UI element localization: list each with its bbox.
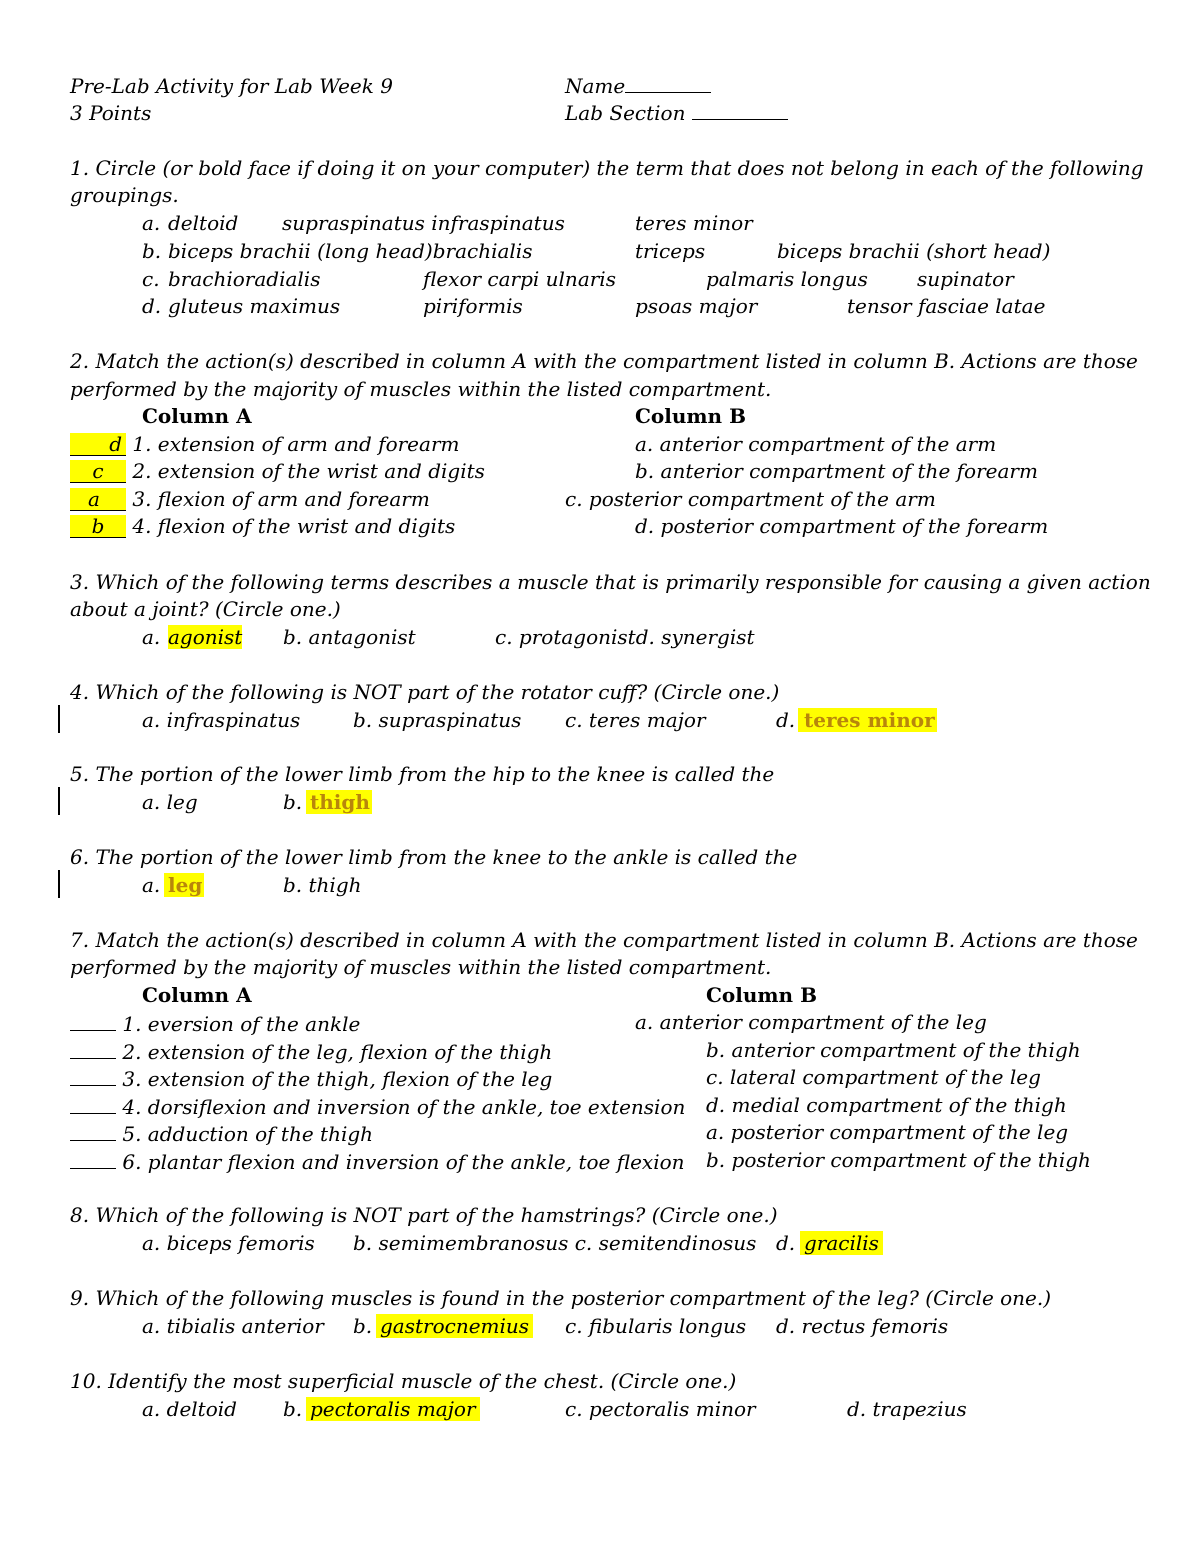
q1-option[interactable]: biceps brachii (short head): [777, 239, 1051, 263]
highlighted-answer: gastrocnemius: [376, 1314, 533, 1338]
q10-option[interactable]: d. trapezius: [847, 1397, 967, 1421]
q1-option[interactable]: piriformis: [423, 294, 523, 318]
q2-compartment: b. anterior compartment of the forearm: [635, 459, 1038, 483]
q4-option[interactable]: a. infraspinatus: [142, 708, 301, 732]
q4-prompt: 4. Which of the following is NOT part of the rotator cuff? (Circle one.): [70, 680, 780, 704]
q7-row: [70, 1010, 360, 1036]
q7-row: [70, 1120, 373, 1146]
q1-option[interactable]: teres minor: [635, 211, 753, 235]
name-label: Name: [565, 74, 626, 98]
q1-option[interactable]: triceps: [635, 239, 706, 263]
worksheet-title: Pre-Lab Activity for Lab Week 9: [70, 74, 393, 98]
points-label: 3 Points: [70, 101, 152, 125]
q1-option[interactable]: brachioradialis: [168, 267, 321, 291]
q7-action: 2. extension of the leg, flexion of the thigh: [122, 1040, 553, 1064]
q8-option[interactable]: a. biceps femoris: [142, 1231, 315, 1255]
highlighted-answer: pectoralis major: [306, 1397, 480, 1421]
q8-option[interactable]: b. semimembranosus c. semitendinosus: [353, 1231, 757, 1255]
q2-action: 1. extension of arm and forearm: [132, 432, 460, 456]
q2-row: [70, 514, 455, 538]
q7-compartment: d. medial compartment of the thigh: [706, 1093, 1067, 1117]
section-label: Lab Section: [565, 101, 686, 125]
q8-option-letter: d.: [776, 1231, 796, 1255]
revision-bar: [58, 787, 60, 815]
q7-prompt: performed by the majority of muscles within the listed compartment.: [70, 955, 772, 979]
q6-option-selected[interactable]: [164, 873, 204, 897]
q7-action: 5. adduction of the thigh: [122, 1122, 374, 1146]
q4-option[interactable]: c. teres major: [565, 708, 706, 732]
q5-prompt: 5. The portion of the lower limb from the hip to the knee is called the: [70, 762, 775, 786]
q1-option[interactable]: supraspinatus infraspinatus: [282, 211, 565, 235]
q5-option[interactable]: a. leg: [142, 790, 198, 814]
q7-compartment: b. anterior compartment of the thigh: [706, 1038, 1081, 1062]
revision-bar: [58, 870, 60, 898]
answer-blank[interactable]: a: [70, 488, 126, 511]
revision-bar: [58, 705, 60, 733]
q9-option[interactable]: d. rectus femoris: [776, 1314, 949, 1338]
highlighted-answer: thigh: [306, 790, 372, 814]
q1-prompt: 1. Circle (or bold face if doing it on your computer) the term that does not belong in each of the following: [70, 156, 1144, 180]
q2-prompt: 2. Match the action(s) described in column A with the compartment listed in column B. Actions are those: [70, 349, 1138, 373]
q1-option[interactable]: gluteus maximus: [168, 294, 341, 318]
name-field[interactable]: [565, 74, 711, 98]
q3-option[interactable]: c. protagonistd. synergist: [495, 625, 755, 649]
section-field[interactable]: [565, 101, 788, 125]
answer-blank[interactable]: [70, 1010, 116, 1031]
answer-blank[interactable]: c: [70, 460, 126, 483]
q6-option-letter: a.: [142, 873, 161, 897]
q3-option[interactable]: b. antagonist: [283, 625, 416, 649]
q9-option[interactable]: a. tibialis anterior: [142, 1314, 324, 1338]
q1-prompt: groupings.: [70, 183, 179, 207]
q1-option-letter: c.: [142, 267, 160, 291]
highlighted-answer: leg: [164, 873, 204, 897]
q2-row: [70, 487, 430, 511]
q4-option-letter: d.: [776, 708, 796, 732]
q2-action: 3. flexion of arm and forearm: [132, 487, 430, 511]
answer-blank[interactable]: [70, 1148, 116, 1169]
q4-option-selected[interactable]: [798, 708, 937, 732]
q10-option[interactable]: a. deltoid: [142, 1397, 237, 1421]
q7-action: 1. eversion of the ankle: [122, 1012, 361, 1036]
q10-option-selected[interactable]: [306, 1397, 480, 1421]
q2-column-a-header: Column A: [142, 404, 252, 428]
q1-option-letter: d.: [142, 294, 162, 318]
q5-option-selected[interactable]: [306, 790, 372, 814]
highlighted-answer: gracilis: [800, 1231, 883, 1255]
q7-row: [70, 1065, 552, 1091]
q7-action: 3. extension of the thigh, flexion of the leg: [122, 1067, 553, 1091]
answer-blank[interactable]: d: [70, 433, 126, 456]
q2-row: [70, 432, 459, 456]
q2-compartment: a. anterior compartment of the arm: [635, 432, 997, 456]
q2-action: 4. flexion of the wrist and digits: [132, 514, 456, 538]
q10-option[interactable]: c. pectoralis minor: [565, 1397, 756, 1421]
q8-option-selected[interactable]: [800, 1231, 883, 1255]
q7-compartment: a. posterior compartment of the leg: [706, 1120, 1069, 1144]
answer-blank[interactable]: [70, 1065, 116, 1086]
q7-action: 4. dorsiflexion and inversion of the ankle, toe extension: [122, 1095, 686, 1119]
highlighted-answer: agonist: [168, 625, 243, 649]
q9-prompt: 9. Which of the following muscles is found in the posterior compartment of the leg? (Circle one.): [70, 1286, 1052, 1310]
q1-option[interactable]: biceps brachii (long head)brachialis: [168, 239, 533, 263]
answer-blank[interactable]: [70, 1120, 116, 1141]
q2-column-b-header: Column B: [635, 404, 746, 428]
answer-blank[interactable]: [70, 1093, 116, 1114]
q1-option[interactable]: deltoid: [168, 211, 239, 235]
q3-option-letter: a.: [142, 625, 161, 649]
q7-row: [70, 1148, 685, 1174]
q7-row: [70, 1093, 685, 1119]
answer-blank[interactable]: b: [70, 515, 126, 538]
q9-option-selected[interactable]: [376, 1314, 533, 1338]
q9-option-letter: b.: [353, 1314, 373, 1338]
highlighted-answer: teres minor: [798, 708, 937, 732]
q7-column-a-header: Column A: [142, 983, 252, 1007]
q2-action: 2. extension of the wrist and digits: [132, 459, 485, 483]
q7-compartment: b. posterior compartment of the thigh: [706, 1148, 1091, 1172]
q10-prompt: 10. Identify the most superficial muscle of the chest. (Circle one.): [70, 1369, 737, 1393]
q7-row: [70, 1038, 552, 1064]
q1-option-letter: a.: [142, 211, 161, 235]
q10-option-letter: b.: [283, 1397, 303, 1421]
q7-action: 6. plantar flexion and inversion of the ankle, toe flexion: [122, 1150, 685, 1174]
q2-prompt: performed by the majority of muscles within the listed compartment.: [70, 377, 772, 401]
name-blank[interactable]: [625, 74, 711, 93]
q3-prompt: about a joint? (Circle one.): [70, 597, 341, 621]
q1-option-letter: b.: [142, 239, 162, 263]
q1-option[interactable]: psoas major: [635, 294, 758, 318]
q2-compartment: c. posterior compartment of the arm: [565, 487, 936, 511]
q6-prompt: 6. The portion of the lower limb from the knee to the ankle is called the: [70, 845, 798, 869]
q2-compartment: d. posterior compartment of the forearm: [635, 514, 1049, 538]
q4-option[interactable]: b. supraspinatus: [353, 708, 522, 732]
q3-prompt: 3. Which of the following terms describes a muscle that is primarily responsible for causing a given action: [70, 570, 1151, 594]
q7-column-b-header: Column B: [706, 983, 817, 1007]
q1-option[interactable]: palmaris longus: [706, 267, 868, 291]
q7-compartment: a. anterior compartment of the leg: [635, 1010, 987, 1034]
q7-compartment: c. lateral compartment of the leg: [706, 1065, 1041, 1089]
section-blank[interactable]: [692, 101, 788, 120]
q2-row: [70, 459, 485, 483]
q9-option[interactable]: c. fibularis longus: [565, 1314, 747, 1338]
q5-option-letter: b.: [283, 790, 303, 814]
q3-option-selected[interactable]: [168, 625, 242, 649]
q1-option[interactable]: flexor carpi ulnaris: [423, 267, 616, 291]
q6-option[interactable]: b. thigh: [283, 873, 362, 897]
q8-prompt: 8. Which of the following is NOT part of the hamstrings? (Circle one.): [70, 1203, 778, 1227]
q1-option[interactable]: tensor fasciae latae: [847, 294, 1046, 318]
q1-option[interactable]: supinator: [917, 267, 1014, 291]
q7-prompt: 7. Match the action(s) described in column A with the compartment listed in column B. Actions are those: [70, 928, 1138, 952]
answer-blank[interactable]: [70, 1038, 116, 1059]
